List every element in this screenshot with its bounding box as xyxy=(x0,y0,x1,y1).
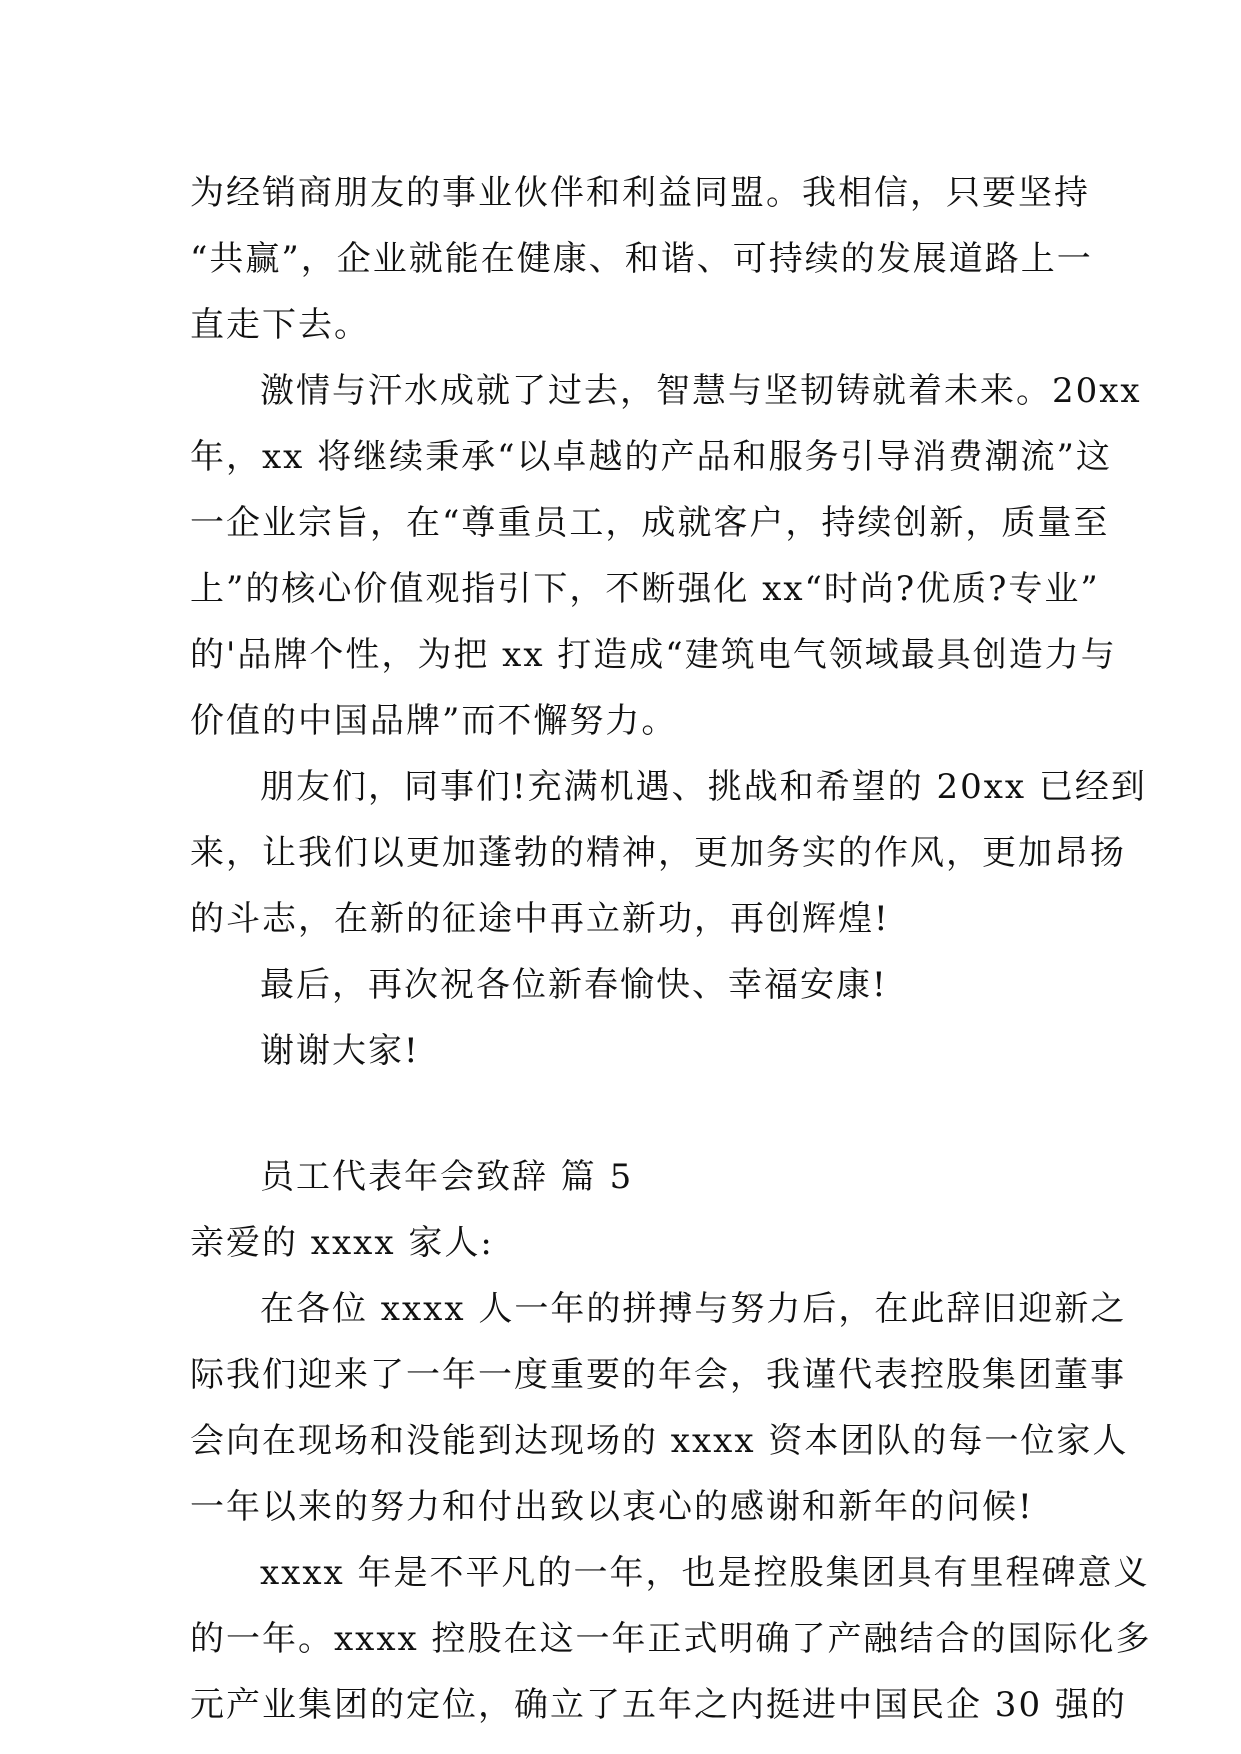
text-line: 会向在现场和没能到达现场的 xxxx 资本团队的每一位家人 xyxy=(190,1421,1129,1461)
text-line: 元产业集团的定位，确立了五年之内挺进中国民企 30 强的 xyxy=(190,1685,1127,1725)
text-line: 朋友们，同事们!充满机遇、挑战和希望的 20xx 已经到 xyxy=(260,767,1147,807)
salutation: 亲爱的 xxxx 家人: xyxy=(190,1223,494,1263)
text-line: xxxx 年是不平凡的一年，也是控股集团具有里程碑意义 xyxy=(260,1553,1150,1593)
paragraph-passion xyxy=(190,358,1142,754)
text-line: 为经销商朋友的事业伙伴和利益同盟。我相信，只要坚持 xyxy=(190,173,1090,213)
text-line: 在各位 xxxx 人一年的拼搏与努力后，在此辞旧迎新之 xyxy=(260,1289,1127,1329)
paragraph-greeting xyxy=(190,1276,1129,1540)
text-line: “共赢”，企业就能在健康、和谐、可持续的发展道路上一 xyxy=(190,239,1093,279)
paragraph-friends xyxy=(190,754,1147,952)
section-gap xyxy=(190,1084,1060,1144)
text-line: 一年以来的努力和付出致以衷心的感谢和新年的问候! xyxy=(190,1487,1034,1527)
thanks-line: 谢谢大家! xyxy=(260,1031,420,1071)
document-body xyxy=(190,160,1152,1738)
text-line: 激情与汗水成就了过去，智慧与坚韧铸就着未来。20xx xyxy=(260,371,1142,411)
text-line: 的'品牌个性，为把 xx 打造成“建筑电气领域最具创造力与 xyxy=(190,635,1117,675)
text-line: 上”的核心价值观指引下，不断强化 xx“时尚?优质?专业” xyxy=(190,569,1100,609)
text-line: 的斗志，在新的征途中再立新功，再创辉煌! xyxy=(190,899,890,939)
text-line: 的一年。xxxx 控股在这一年正式明确了产融结合的国际化多 xyxy=(190,1619,1152,1659)
text-line: 际我们迎来了一年一度重要的年会，我谨代表控股集团董事 xyxy=(190,1355,1126,1395)
paragraph-year xyxy=(190,1540,1152,1738)
text-line: 价值的中国品牌”而不懈努力。 xyxy=(190,701,678,741)
paragraph-continued xyxy=(190,160,1093,358)
text-line: 来，让我们以更加蓬勃的精神，更加务实的作风，更加昂扬 xyxy=(190,833,1126,873)
text-line: 年，xx 将继续秉承“以卓越的产品和服务引导消费潮流”这 xyxy=(190,437,1112,477)
section-heading: 员工代表年会致辞 篇 5 xyxy=(260,1157,634,1197)
closing-wish: 最后，再次祝各位新春愉快、幸福安康! xyxy=(260,965,888,1005)
text-line: 直走下去。 xyxy=(190,305,370,345)
text-line: 一企业宗旨，在“尊重员工，成就客户，持续创新，质量至 xyxy=(190,503,1110,543)
